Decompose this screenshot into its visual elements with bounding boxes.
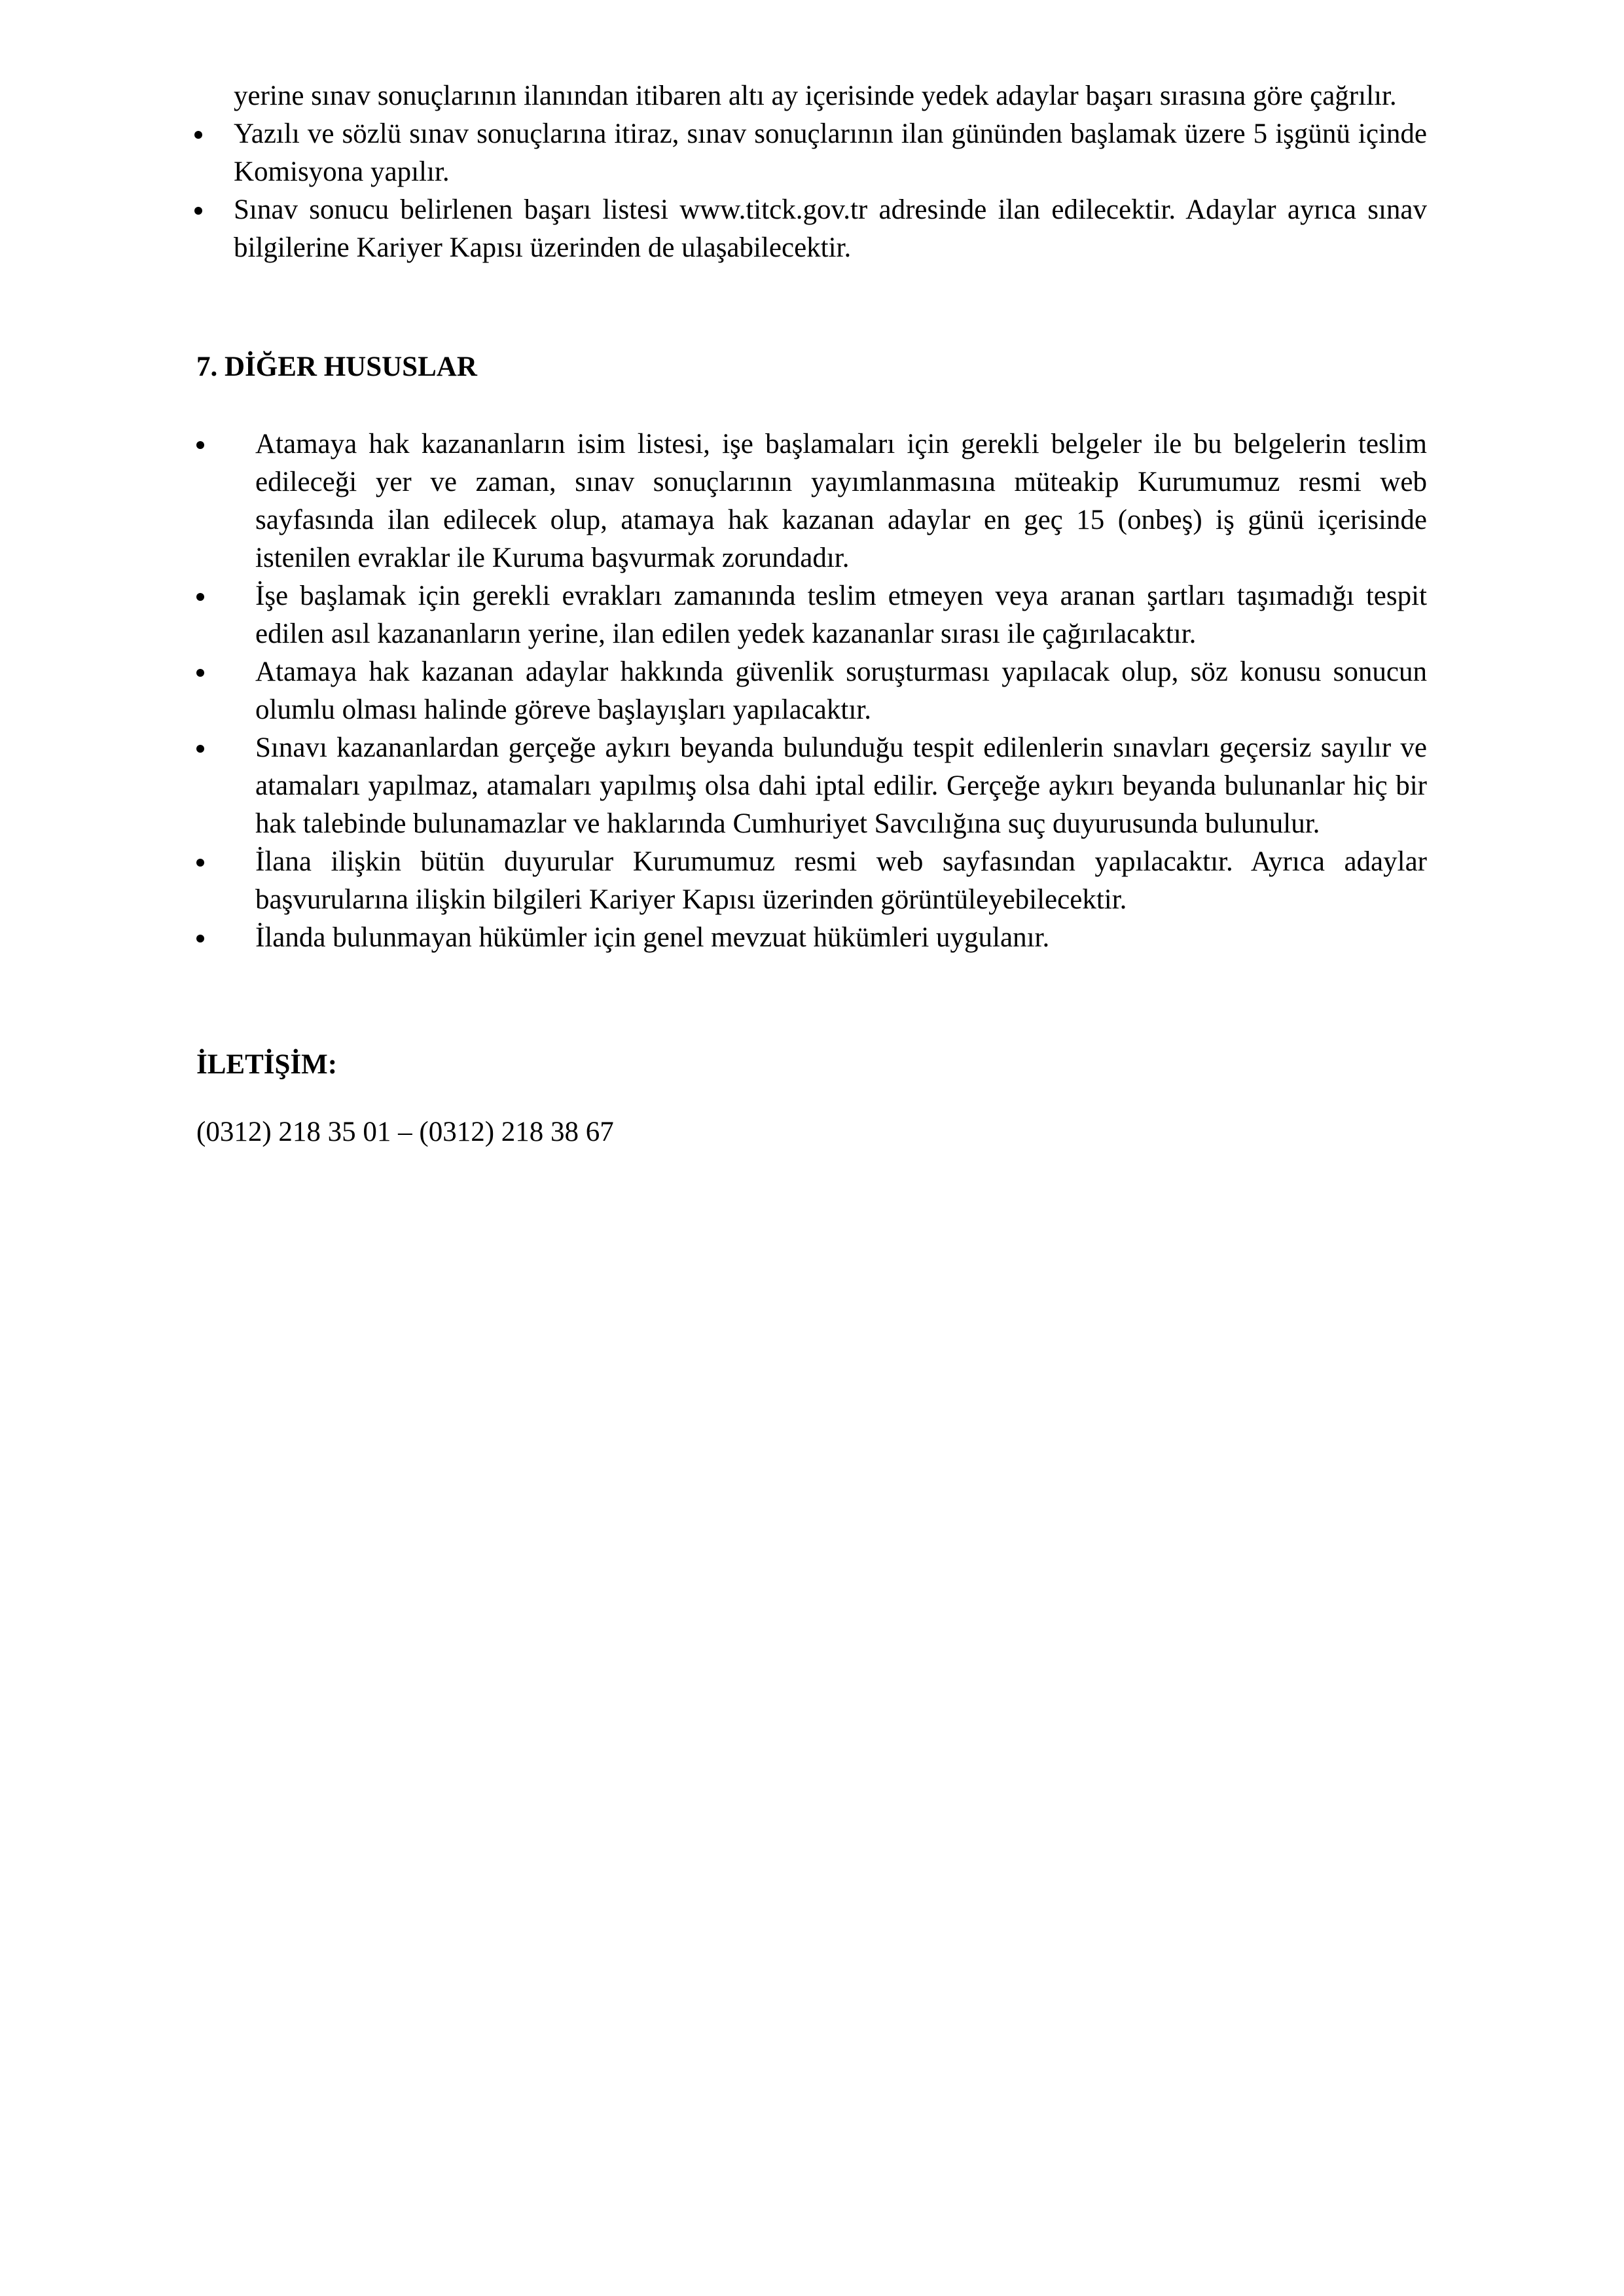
bullet-icon [194,207,202,215]
section-7-bullet-item [196,843,1427,919]
section-7-bullet-list [196,425,1427,957]
bullet-icon [196,935,204,942]
section-7-bullet-text: Atamaya hak kazanan adaylar hakkında güvenlik soruşturması yapılacak olup, söz konusu sonucun olumlu olması halinde göreve başlayışları yapılacaktır. [255,656,1427,725]
section-7-bullet-text: Atamaya hak kazananların isim listesi, işe başlamaları için gerekli belgeler ile bu belgelerin teslim edileceği yer ve zaman, sınav sonuçlarının yayımlanmasına müteakip Kurumumuz resmi web sayfasında ilan edilecek olup, atamaya hak kazanan adaylar en geç 15 (onbeş) iş günü içerisinde istenilen evraklar ile Kuruma başvurmak zorundadır. [255,429,1427,573]
contact-phones: (0312) 218 35 01 – (0312) 218 38 67 [196,1117,614,1147]
intro-bullet-list [196,115,1427,267]
intro-bullet-text: Sınav sonucu belirlenen başarı listesi www.titck.gov.tr adresinde ilan edilecektir. Adaylar ayrıca sınav bilgilerine Kariyer Kapısı üzerinden de ulaşabilecektir. [234,194,1427,263]
intro-bullet-item [196,191,1427,267]
section-7-block [196,425,1427,957]
section-7-bullet-text: İşe başlamak için gerekli evrakları zamanında teslim etmeyen veya aranan şartları taşımadığı tespit edilen asıl kazananların yerine, ilan edilen yedek kazananlar sırası ile çağırılacaktır. [255,581,1427,649]
bullet-icon [196,859,204,867]
section-7-bullet-text: Sınavı kazananlardan gerçeğe aykırı beyanda bulunduğu tespit edilenlerin sınavları geçersiz sayılır ve atamaları yapılmaz, atamaları yapılmış olsa dahi iptal edilir. Gerçeğe aykırı beyanda bulunanlar hiç bir hak talebinde bulunamazlar ve haklarında Cumhuriyet Savcılığına suç duyurusunda bulunulur. [255,732,1427,839]
section-7-bullet-text: İlana ilişkin bütün duyurular Kurumumuz resmi web sayfasından yapılacaktır. Ayrıca adaylar başvurularına ilişkin bilgileri Kariyer Kapısı üzerinden görüntüleyebilecektir. [255,846,1427,915]
continuation-paragraph: yerine sınav sonuçlarının ilanından itibaren altı ay içerisinde yedek adaylar başarı sırasına göre çağrılır. [234,81,1397,111]
intro-bullet-text: Yazılı ve sözlü sınav sonuçlarına itiraz, sınav sonuçlarının ilan gününden başlamak üzere 5 işgünü içinde Komisyona yapılır. [234,118,1427,187]
bullet-icon [196,745,204,753]
section-7-bullet-item [196,919,1427,957]
intro-bullet-item [196,115,1427,191]
bullet-icon [194,131,202,139]
contact-heading: İLETİŞİM: [196,1049,338,1080]
bullet-icon [196,669,204,677]
section-7-bullet-item [196,729,1427,843]
section-7-bullet-item [196,425,1427,577]
intro-block [196,77,1427,267]
section-7-bullet-text: İlanda bulunmayan hükümler için genel mevzuat hükümleri uygulanır. [255,922,1050,953]
section-7-bullet-item [196,577,1427,653]
section-7-heading: 7. DİĞER HUSUSLAR [196,351,477,382]
section-7-bullet-item [196,653,1427,729]
bullet-icon [196,593,204,601]
bullet-icon [196,441,204,449]
